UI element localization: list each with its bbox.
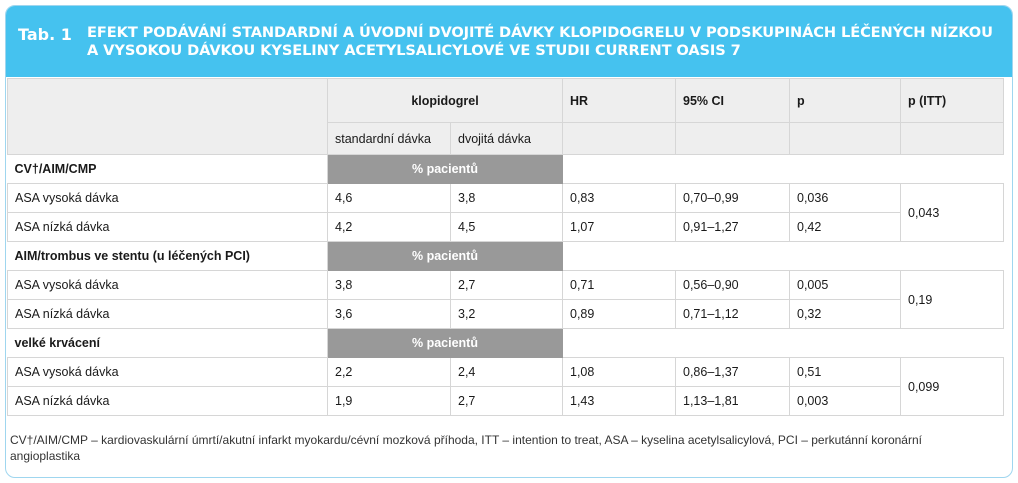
ci-value: 0,71–1,12 xyxy=(676,300,790,329)
hr-value: 1,08 xyxy=(563,358,676,387)
section-title: velké krvácení xyxy=(8,329,328,358)
double-dose-value: 2,4 xyxy=(451,358,563,387)
empty-cell xyxy=(676,123,790,155)
p-value: 0,003 xyxy=(790,387,901,416)
standard-dose-value: 2,2 xyxy=(328,358,451,387)
col-header-ci: 95% CI xyxy=(676,79,790,123)
col-header-p-itt: p (ITT) xyxy=(901,79,1004,123)
hr-value: 0,89 xyxy=(563,300,676,329)
col-header-klopidogrel: klopidogrel xyxy=(328,79,563,123)
double-dose-value: 3,2 xyxy=(451,300,563,329)
row-label: ASA nízká dávka xyxy=(8,300,328,329)
col-header-standard: standardní dávka xyxy=(328,123,451,155)
table-number: Tab. 1 xyxy=(18,25,72,44)
p-itt-value: 0,099 xyxy=(901,358,1004,416)
standard-dose-value: 3,6 xyxy=(328,300,451,329)
empty-cell xyxy=(563,329,1004,358)
hr-value: 1,43 xyxy=(563,387,676,416)
empty-cell xyxy=(790,123,901,155)
ci-value: 0,70–0,99 xyxy=(676,184,790,213)
p-value: 0,42 xyxy=(790,213,901,242)
empty-cell xyxy=(901,123,1004,155)
p-itt-value: 0,19 xyxy=(901,271,1004,329)
row-label: ASA nízká dávka xyxy=(8,213,328,242)
standard-dose-value: 4,6 xyxy=(328,184,451,213)
table-row xyxy=(8,387,1004,416)
footnote: CV†/AIM/CMP – kardiovaskulární úmrtí/akutní infarkt myokardu/cévní mozková příhoda, ITT – intention to treat, ASA – kyselina acetylsalicylová, PCI – perkutánní koronární angioplastika xyxy=(10,433,922,463)
double-dose-value: 4,5 xyxy=(451,213,563,242)
ci-value: 0,86–1,37 xyxy=(676,358,790,387)
double-dose-value: 2,7 xyxy=(451,387,563,416)
standard-dose-value: 4,2 xyxy=(328,213,451,242)
empty-cell xyxy=(563,155,1004,184)
section-header-row xyxy=(8,155,1004,184)
col-header-p: p xyxy=(790,79,901,123)
corner-cell xyxy=(8,79,328,155)
empty-cell xyxy=(563,123,676,155)
section-title: CV†/AIM/CMP xyxy=(8,155,328,184)
hr-value: 1,07 xyxy=(563,213,676,242)
header-row xyxy=(8,79,1004,123)
hr-value: 0,83 xyxy=(563,184,676,213)
table-row xyxy=(8,213,1004,242)
table-row xyxy=(8,271,1004,300)
row-label: ASA vysoká dávka xyxy=(8,184,328,213)
ci-value: 0,56–0,90 xyxy=(676,271,790,300)
p-value: 0,32 xyxy=(790,300,901,329)
double-dose-value: 2,7 xyxy=(451,271,563,300)
section-header-row xyxy=(8,242,1004,271)
col-header-double: dvojitá dávka xyxy=(451,123,563,155)
standard-dose-value: 3,8 xyxy=(328,271,451,300)
results-table xyxy=(7,78,1004,416)
row-label: ASA nízká dávka xyxy=(8,387,328,416)
table-title: EFEKT PODÁVÁNÍ STANDARDNÍ A ÚVODNÍ DVOJITÉ DÁVKY KLOPIDOGRELU V PODSKUPINÁCH LÉČENÝCH NÍZKOU A VYSOKOU DÁVKOU KYSELINY ACETYLSALICYLOVÉ VE STUDII CURRENT OASIS 7 xyxy=(87,24,993,59)
unit-bar: % pacientů xyxy=(328,242,563,271)
p-value: 0,036 xyxy=(790,184,901,213)
double-dose-value: 3,8 xyxy=(451,184,563,213)
unit-bar: % pacientů xyxy=(328,329,563,358)
unit-bar: % pacientů xyxy=(328,155,563,184)
ci-value: 0,91–1,27 xyxy=(676,213,790,242)
table-row xyxy=(8,184,1004,213)
p-itt-value: 0,043 xyxy=(901,184,1004,242)
section-header-row xyxy=(8,329,1004,358)
hr-value: 0,71 xyxy=(563,271,676,300)
p-value: 0,51 xyxy=(790,358,901,387)
table-header xyxy=(6,6,1012,77)
standard-dose-value: 1,9 xyxy=(328,387,451,416)
section-title: AIM/trombus ve stentu (u léčených PCI) xyxy=(8,242,328,271)
ci-value: 1,13–1,81 xyxy=(676,387,790,416)
col-header-hr: HR xyxy=(563,79,676,123)
row-label: ASA vysoká dávka xyxy=(8,271,328,300)
table-row xyxy=(8,358,1004,387)
table-row xyxy=(8,300,1004,329)
empty-cell xyxy=(563,242,1004,271)
row-label: ASA vysoká dávka xyxy=(8,358,328,387)
p-value: 0,005 xyxy=(790,271,901,300)
